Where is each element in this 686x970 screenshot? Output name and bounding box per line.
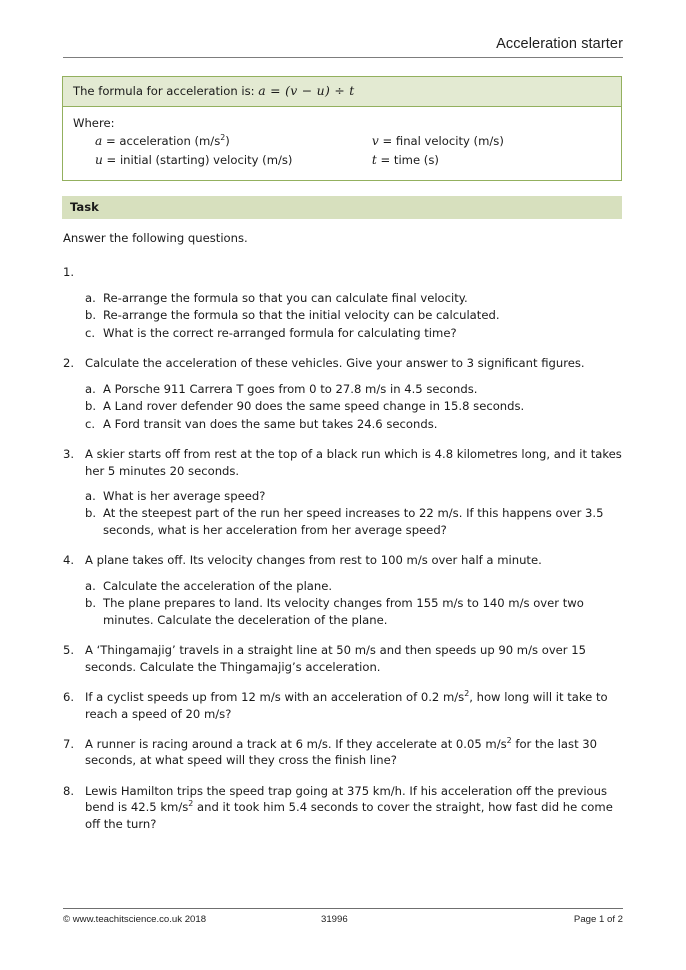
question-block [63, 689, 623, 722]
question-number: 2. [63, 356, 75, 371]
footer-divider [63, 908, 623, 909]
sub-question-letter: c. [85, 325, 96, 340]
acceleration-formula: a = (v − u) ÷ t [258, 83, 355, 98]
symbol-definitions [73, 132, 611, 170]
definition-symbol: u [95, 153, 103, 168]
question-block [63, 264, 623, 341]
question-block [63, 642, 623, 675]
question-text: A plane takes off. Its velocity changes from rest to 100 m/s over half a minute. [85, 553, 542, 568]
question-superscript: 2 [188, 799, 194, 809]
question-text: If a cyclist speeds up from 12 m/s with an acceleration of 0.2 $m/s^2$, how long will it take to reach a speed of 20 m/s? [85, 689, 608, 721]
sub-question-row [85, 595, 623, 628]
sub-question-list [63, 488, 623, 538]
footer-reference: 31996 [321, 914, 348, 925]
definition-row [372, 132, 611, 151]
question-number: 3. [63, 447, 75, 462]
footer-copyright: © www.teachitscience.co.uk 2018 [63, 914, 207, 925]
definition-superscript: 2 [220, 133, 226, 143]
sub-question-row [85, 505, 623, 538]
question-row [63, 264, 623, 280]
sub-question-text: Re-arrange the formula so that the initial velocity can be calculated. [103, 308, 500, 323]
question-block [63, 552, 623, 628]
sub-question-list [63, 578, 623, 628]
footer-row [63, 914, 623, 925]
formula-box [62, 76, 622, 181]
question-row [63, 446, 623, 479]
sub-question-text: At the steepest part of the run her speed increases to 22 m/s. If this happens over 3.5 seconds, what is her acceleration from her average speed? [103, 506, 604, 537]
sub-question-letter: c. [85, 416, 96, 431]
sub-question-letter: a. [85, 290, 96, 305]
formula-box-body [63, 107, 621, 181]
formula-intro-label: The formula for acceleration is: [73, 84, 255, 98]
sub-question-letter: a. [85, 578, 96, 593]
sub-question-letter: b. [85, 596, 97, 611]
definition-row [95, 151, 372, 170]
question-row [63, 355, 623, 371]
question-number: 7. [63, 736, 75, 751]
definition-symbol: t [371, 153, 377, 168]
sub-question-row [85, 416, 623, 432]
sub-question-letter: b. [85, 399, 97, 414]
header-divider [63, 57, 623, 58]
definition-text: = final velocity (m/s) [378, 134, 504, 149]
sub-question-list [63, 290, 623, 341]
definitions-right-column [372, 132, 611, 170]
footer-page-number: Page 1 of 2 [573, 914, 623, 925]
question-row [63, 689, 623, 722]
sub-question-row [85, 307, 623, 323]
definition-symbol: v [371, 134, 379, 149]
question-text [85, 264, 623, 280]
question-block [63, 355, 623, 432]
question-text: A skier starts off from rest at the top of a black run which is 4.8 kilometres long, and it takes her 5 minutes 20 seconds. [85, 447, 622, 478]
sub-question-text: What is the correct re-arranged formula for calculating time? [103, 325, 457, 340]
question-list [63, 264, 623, 832]
sub-question-row [85, 578, 623, 594]
page-title: Acceleration starter [496, 36, 623, 52]
question-text: Calculate the acceleration of these vehicles. Give your answer to 3 significant figures. [85, 356, 585, 371]
question-number: 6. [63, 690, 75, 705]
sub-question-row [85, 398, 623, 414]
sub-question-text: Re-arrange the formula so that you can calculate final velocity. [103, 290, 468, 305]
question-number: 5. [63, 643, 75, 658]
question-number: 1. [63, 265, 75, 280]
definition-text: = time (s) [376, 153, 439, 168]
definition-symbol: a [95, 134, 103, 149]
sub-question-list [63, 381, 623, 432]
question-text: A runner is racing around a track at 6 m/s. If they accelerate at 0.05 $m/s^2$ for the last 30 seconds, at what speed will they cross the finish line? [85, 736, 598, 768]
sub-question-text: The plane prepares to land. Its velocity changes from 155 m/s to 140 m/s over two minutes. Calculate the deceleration of the plane. [103, 596, 584, 627]
question-block [63, 446, 623, 538]
sub-question-letter: a. [85, 381, 96, 396]
question-superscript: 2 [464, 689, 470, 699]
question-block [63, 783, 623, 832]
question-row [63, 552, 623, 568]
definition-row [95, 132, 372, 151]
definitions-left-column [95, 132, 372, 170]
question-superscript: 2 [506, 736, 512, 746]
question-number: 8. [63, 783, 75, 798]
sub-question-row [85, 325, 623, 341]
where-label: Where: [73, 115, 115, 130]
sub-question-letter: b. [85, 308, 97, 323]
task-heading: Task [62, 196, 622, 219]
sub-question-text: Calculate the acceleration of the plane. [103, 578, 333, 593]
sub-question-row [85, 488, 623, 504]
sub-question-text: A Ford transit van does the same but takes 24.6 seconds. [103, 416, 438, 431]
sub-question-text: A Land rover defender 90 does the same speed change in 15.8 seconds. [103, 399, 525, 414]
question-block [63, 736, 623, 769]
question-number: 4. [63, 553, 75, 568]
task-intro: Answer the following questions. [63, 231, 248, 245]
formula-box-header [63, 77, 621, 107]
definition-row [372, 151, 611, 170]
sub-question-row [85, 290, 623, 306]
definition-text: = initial (starting) velocity (m/s) [102, 153, 293, 168]
question-row [63, 642, 623, 675]
sub-question-text: What is her average speed? [103, 488, 266, 503]
sub-question-text: A Porsche 911 Carrera T goes from 0 to 27.8 m/s in 4.5 seconds. [103, 381, 478, 396]
sub-question-letter: a. [85, 488, 96, 503]
sub-question-letter: b. [85, 506, 97, 521]
question-text: Lewis Hamilton trips the speed trap going at 375 km/h. If his acceleration off the previous bend is 42.5 $km/s^2$ and it took him 5.4 seconds to cover the straight, how fast did he come off the turn? [85, 783, 613, 831]
definition-text: = acceleration (m/s [102, 134, 221, 149]
definition-text-tail: ) [225, 134, 230, 149]
question-row [63, 783, 623, 832]
question-row [63, 736, 623, 769]
page-footer [63, 908, 623, 925]
questions-container [63, 230, 623, 846]
page-header [63, 36, 623, 58]
sub-question-row [85, 381, 623, 397]
question-text: A ‘Thingamajig’ travels in a straight line at 50 m/s and then speeds up 90 m/s over 15 seconds. Calculate the Thingamajig’s acceleration. [85, 643, 587, 674]
